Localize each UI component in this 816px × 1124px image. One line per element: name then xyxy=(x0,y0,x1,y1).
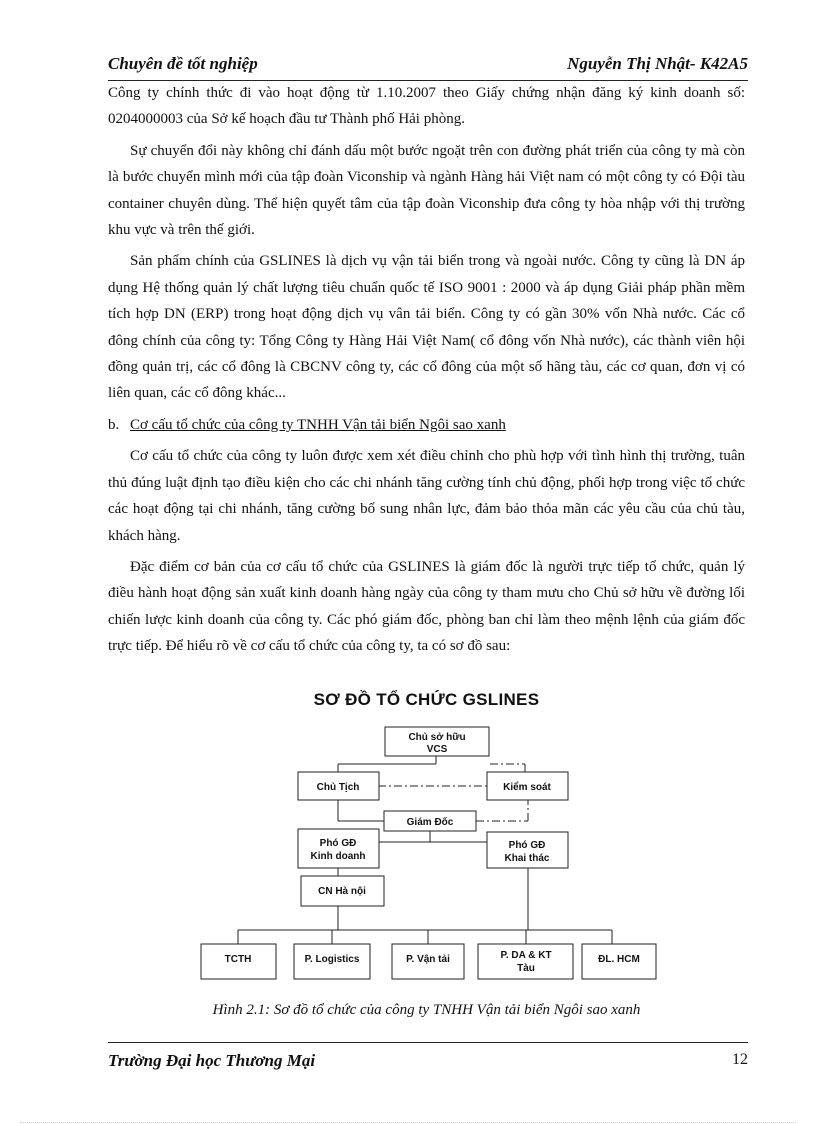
section-title: Cơ cấu tổ chức của công ty TNHH Vận tải biển Ngôi sao xanh xyxy=(130,416,506,433)
footer-school: Trường Đại học Thương Mại xyxy=(108,1051,316,1070)
vp-business-label-line2: Kinh doanh xyxy=(310,851,366,862)
owner-label-line2: VCS xyxy=(426,744,448,755)
header-thesis-title: Chuyên đề tốt nghiệp xyxy=(108,54,258,73)
unit-label-hcm: ĐL. HCM xyxy=(598,954,640,965)
vp-business-label-line1: Phó GĐ xyxy=(319,838,357,849)
control-label: Kiểm soát xyxy=(503,782,551,793)
paragraph-5: Đặc điểm cơ bản của cơ cấu tổ chức của GSLINES là giám đốc là người trực tiếp tổ chức, quản lý điều hành hoạt động sản xuất kinh doanh hàng ngày của công ty tham mưu cho Chủ sở hữu về đường lối chiến lược kinh doanh của công ty. Các phó giám đốc, phòng ban chỉ làm theo mệnh lệnh của giám đốc trực tiếp. Để hiểu rõ về cơ cấu tổ chức của công ty, ta có sơ đồ sau: xyxy=(108,558,745,655)
hanoi-branch-label: CN Hà nội xyxy=(318,886,366,897)
unit-label-logistics: P. Logistics xyxy=(304,954,360,965)
page-footer xyxy=(108,1042,748,1079)
unit-label-da-kt-line1: P. DA & KT xyxy=(500,950,552,961)
owner-label-line1: Chủ sở hữu xyxy=(408,732,466,743)
vp-operations-label-line2: Khai thác xyxy=(504,853,550,864)
paragraph-3: Sản phẩm chính của GSLINES là dịch vụ vận tải biển trong và ngoài nước. Công ty cũng là DN áp dụng Hệ thống quản lý chất lượng tiêu chuẩn quốc tế ISO 9001 : 2000 và áp dụng Giải pháp phần mềm tích hợp DN (ERP) trong hoạt động dịch vụ vân tải biển. Công ty có gần 30% vốn Nhà nước. Các cổ đông chính của công ty: Tổng Công ty Hàng Hải Việt Nam( cổ đông vốn Nhà nước), các thành viên hội đồng quản trị, các cổ đông là CBCNV công ty, các cổ đông của một số hãng tàu, các cơ quan, đơn vị có liên quan, các cổ đông khác... xyxy=(108,253,745,402)
unit-label-da-kt-line2: Tàu xyxy=(517,963,535,974)
paragraph-4: Cơ cấu tổ chức của công ty luôn được xem xét điều chỉnh cho phù hợp với tình hình thị trường, tuân thủ đúng luật định tạo điều kiện cho các chi nhánh tăng cường tính chủ động, phối hợp trong việc tổ chức các hoạt động tại chi nhánh, tăng cường bổ sung nhân lực, đảm bảo thỏa mãn các yêu cầu của chủ tàu, khách hàng. xyxy=(108,448,745,544)
org-chart-labels xyxy=(225,732,640,974)
paragraph-2: Sự chuyển đổi này không chỉ đánh dấu một bước ngoặt trên con đường phát triển của công ty mà còn là bước chuyển mình mới của tập đoàn Viconship và ngành Hàng hải Việt nam có một công ty có Đội tàu container chuyên dùng. Thể hiện quyết tâm của tập đoàn Viconship đưa công ty hòa nhập với thị trường khu vực và trên thế giới. xyxy=(108,142,745,239)
figure-caption: Hình 2.1: Sơ đồ tổ chức của công ty TNHH Vận tải biển Ngôi sao xanh xyxy=(212,1002,641,1018)
org-chart-title: SƠ ĐỒ TỔ CHỨC GSLINES xyxy=(313,690,540,709)
page-number: 12 xyxy=(732,1051,748,1068)
chairman-label: Chủ Tịch xyxy=(316,782,360,793)
vp-operations-label-line1: Phó GĐ xyxy=(508,840,546,851)
unit-label-tcth: TCTH xyxy=(224,954,252,965)
paragraph-1: Công ty chính thức đi vào hoạt động từ 1.10.2007 theo Giấy chứng nhận đăng ký kinh doanh số: 0204000003 của Sở kế hoạch đầu tư Thành phố Hải phòng. xyxy=(108,85,745,128)
section-letter: b. xyxy=(108,416,120,433)
director-label: Giám Đốc xyxy=(406,817,454,828)
unit-label-transport: P. Vận tải xyxy=(406,954,450,965)
header-author: Nguyễn Thị Nhật- K42A5 xyxy=(567,54,748,73)
